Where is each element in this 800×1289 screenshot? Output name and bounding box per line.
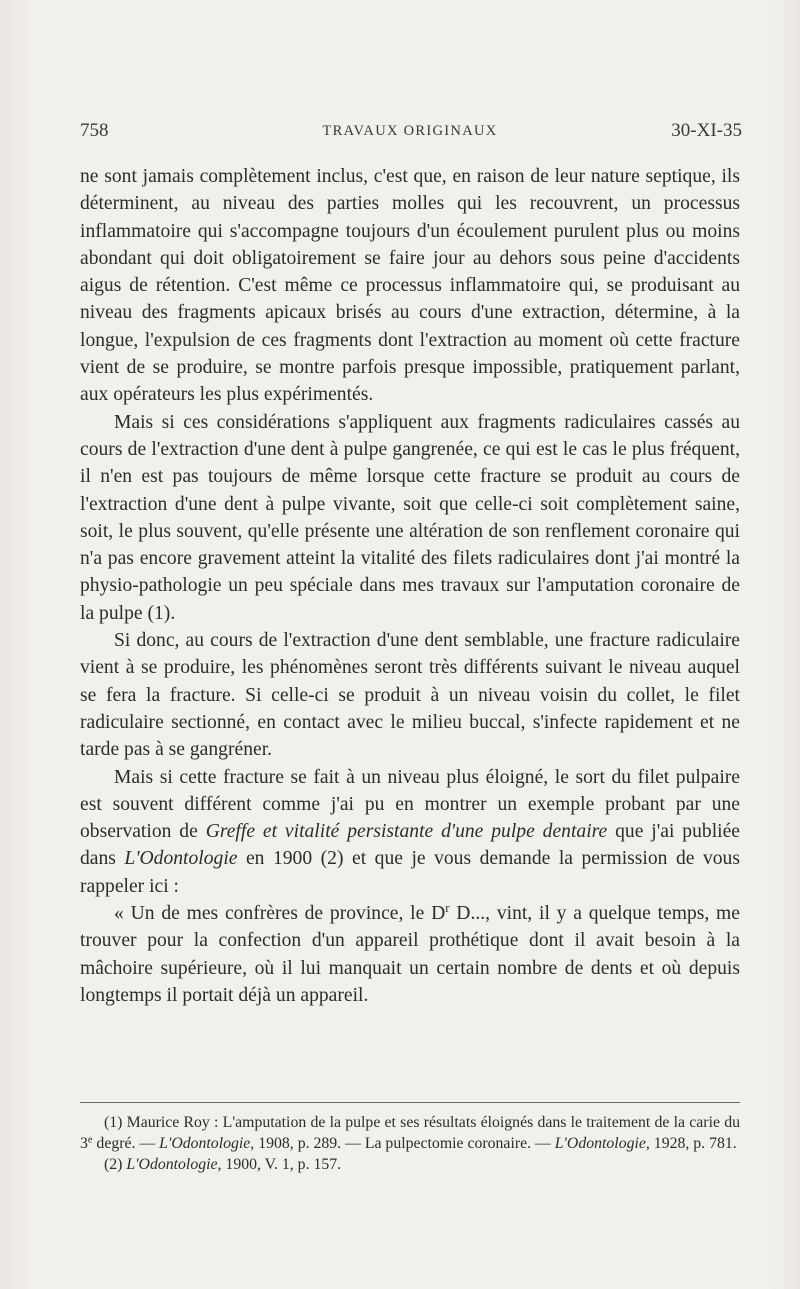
footnote-1-text-d: , 1928, p. 781. [645,1135,737,1152]
paragraph-5 [80,900,740,1009]
issue-date: 30-XI-35 [671,120,742,141]
page-number: 758 [80,120,109,141]
paragraph-5-text-b: D..., vint, il y a quelque temps, me trouver pour la confection d'un appareil prothétique dont il avait besoin à la mâchoire supérieure, où il lui manquait un certain nombre de dents et où depuis longtemps il portait déjà un appareil. [80,903,740,1006]
body-text [80,163,740,1009]
footnote-1-text-a: (1) Maurice Roy : L'amputation de la pulpe et ses résultats éloignés dans le traitement de la carie du 3 [80,1114,740,1152]
footnote-2-number: (2) [104,1156,127,1173]
footnote-1-text-b: degré. — [92,1135,160,1152]
footnote-2 [80,1154,740,1175]
paragraph-4-text-a: Mais si cette fracture se fait à un niveau plus éloigné, le sort du filet pulpaire est souvent différent comme j'ai pu en montrer un exemple probant par une observation de [80,766,740,843]
paragraph-3: Si donc, au cours de l'extraction d'une dent semblable, une fracture radiculaire vient à se produire, les phénomènes seront très différents suivant le niveau auquel se fera la fracture. Si celle-ci se produit à un niveau voisin du collet, le filet radiculaire sectionné, en contact avec le milieu buccal, s'infecte rapidement et ne tarde pas à se gangréner. [80,630,740,761]
footnote-1-text-c: , 1908, p. 289. — La pulpectomie coronaire. — [250,1135,555,1152]
footnotes [80,1112,740,1175]
footnote-1-journal-a: L'Odontologie [159,1135,251,1152]
paragraph-5-text-a: « Un de mes confrères de province, le D [114,903,446,925]
footnote-divider [80,1102,740,1103]
section-title: TRAVAUX ORIGINAUX [322,123,498,139]
paragraph-2: Mais si ces considérations s'appliquent aux fragments radiculaires cassés au cours de l'extraction d'une dent à pulpe gangrenée, ce qui est le cas le plus fréquent, il n'en est pas toujours de même lorsque cette fracture se produit au cours de l'extraction d'une dent à pulpe vivante, soit que celle-ci soit complètement saine, soit, le plus souvent, qu'elle présente une altération de son renflement coronaire qui n'a pas encore gravement atteint la vitalité des filets radiculaires dont j'ai montré la physio-pathologie un peu spéciale dans mes travaux sur l'amputation coronaire de la pulpe (1). [80,411,740,624]
footnote-2-text: , 1900, V. 1, p. 157. [217,1156,342,1173]
article-title: Greffe et vitalité persistante d'une pulpe dentaire [205,821,608,843]
running-head [80,120,740,148]
footnote-1-journal-b: L'Odontologie [554,1135,646,1152]
paragraph-4-text-b: que j'ai publiée dans [80,821,740,870]
superscript-r: r [445,901,450,916]
superscript-e: e [87,1134,93,1146]
footnote-2-journal: L'Odontologie [126,1156,218,1173]
paragraph-4-text-c: en 1900 (2) et que je vous demande la permission de vous rappeler ici : [80,848,740,897]
paragraph-4 [80,764,740,900]
paragraph-1: ne sont jamais complètement inclus, c'est que, en raison de leur nature septique, ils déterminent, au niveau des parties molles qui les recouvrent, un processus inflammatoire qui s'accompagne toujours d'un écoulement purulent plus ou moins abondant qui doit obligatoirement se faire jour au dehors sous peine d'accidents aigus de rétention. C'est même ce processus inflammatoire qui, se produisant au niveau des fragments apicaux brisés au cours d'une extraction, détermine, à la longue, l'expulsion de ces fragments dont l'extraction au moment où cette fracture vient de se produire, se montre parfois presque impossible, pratiquement parlant, aux opérateurs les plus expérimentés. [80,166,740,406]
footnote-1 [80,1112,740,1154]
journal-title: L'Odontologie [124,848,238,870]
